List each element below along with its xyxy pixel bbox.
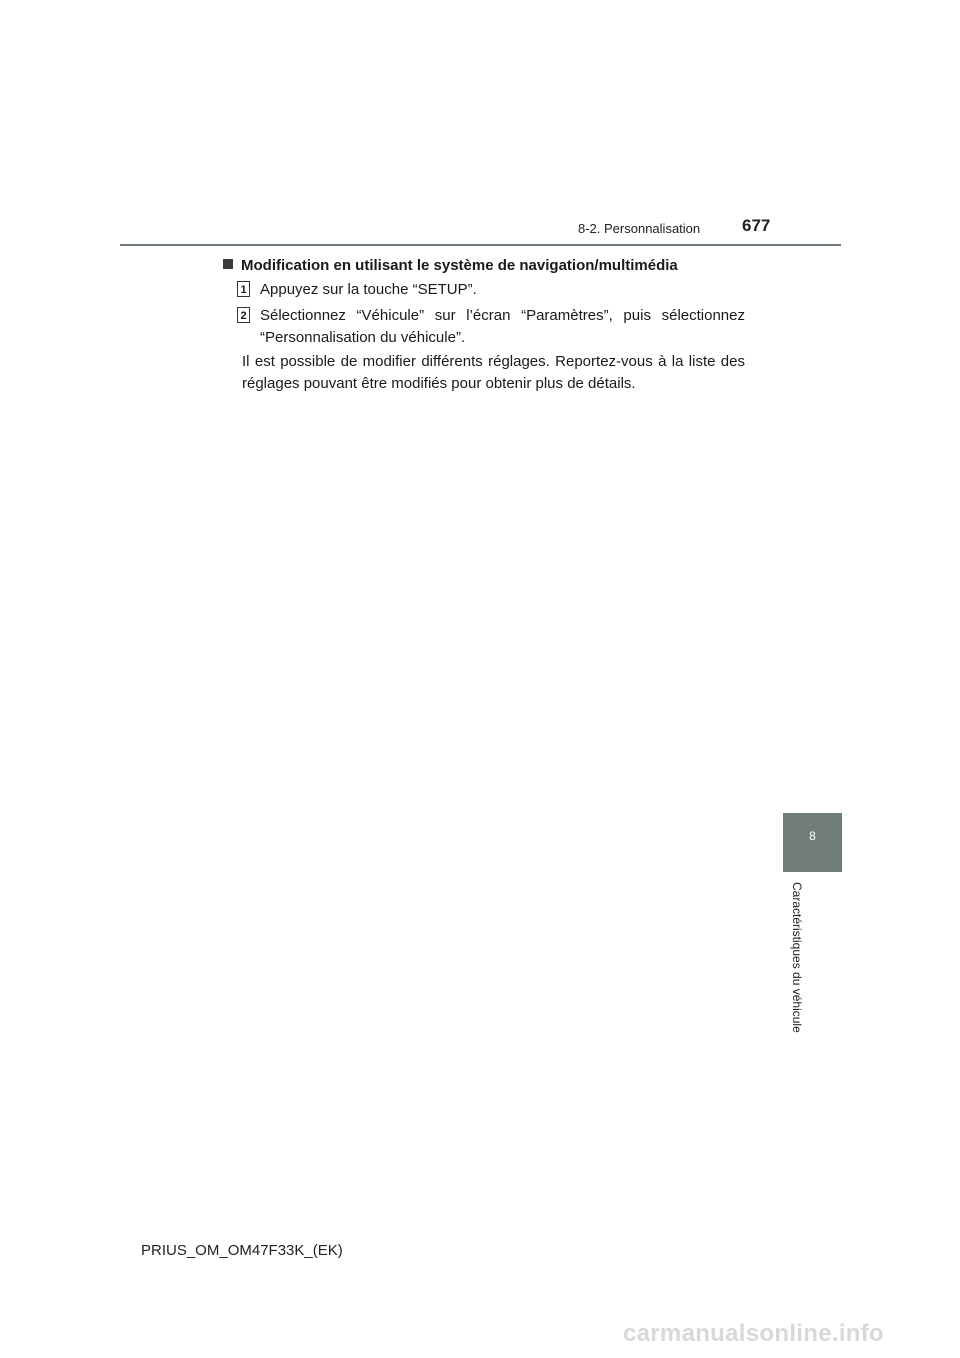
- chapter-tab: 8: [783, 813, 842, 872]
- page-number: 677: [742, 216, 771, 235]
- section-heading: [223, 257, 678, 274]
- step-number-badge: 2: [237, 307, 250, 323]
- footer-document-code: PRIUS_OM_OM47F33K_(EK): [141, 1242, 343, 1259]
- step-number-badge: 1: [237, 281, 250, 297]
- step-text: Appuyez sur la touche “SETUP”.: [260, 281, 477, 298]
- step-2: [237, 305, 745, 349]
- header-divider: [120, 244, 841, 246]
- square-bullet-icon: [223, 259, 233, 269]
- body-paragraph: Il est possible de modifier différents réglages. Reportez-vous à la liste des réglages pouvant être modifiés pour obtenir plus de détails.: [242, 353, 745, 392]
- section-heading-text: Modification en utilisant le système de navigation/multimédia: [241, 257, 678, 274]
- header-section-title: 8-2. Personnalisation: [578, 221, 701, 236]
- watermark-text: carmanualsonline.info: [623, 1320, 885, 1347]
- chapter-side-title: Caractéristiques du véhicule: [790, 882, 804, 1033]
- step-1: [237, 279, 745, 301]
- step-text: Sélectionnez “Véhicule” sur l’écran “Paramètres”, puis sélectionnez “Personnalisation du véhicule”.: [260, 307, 745, 346]
